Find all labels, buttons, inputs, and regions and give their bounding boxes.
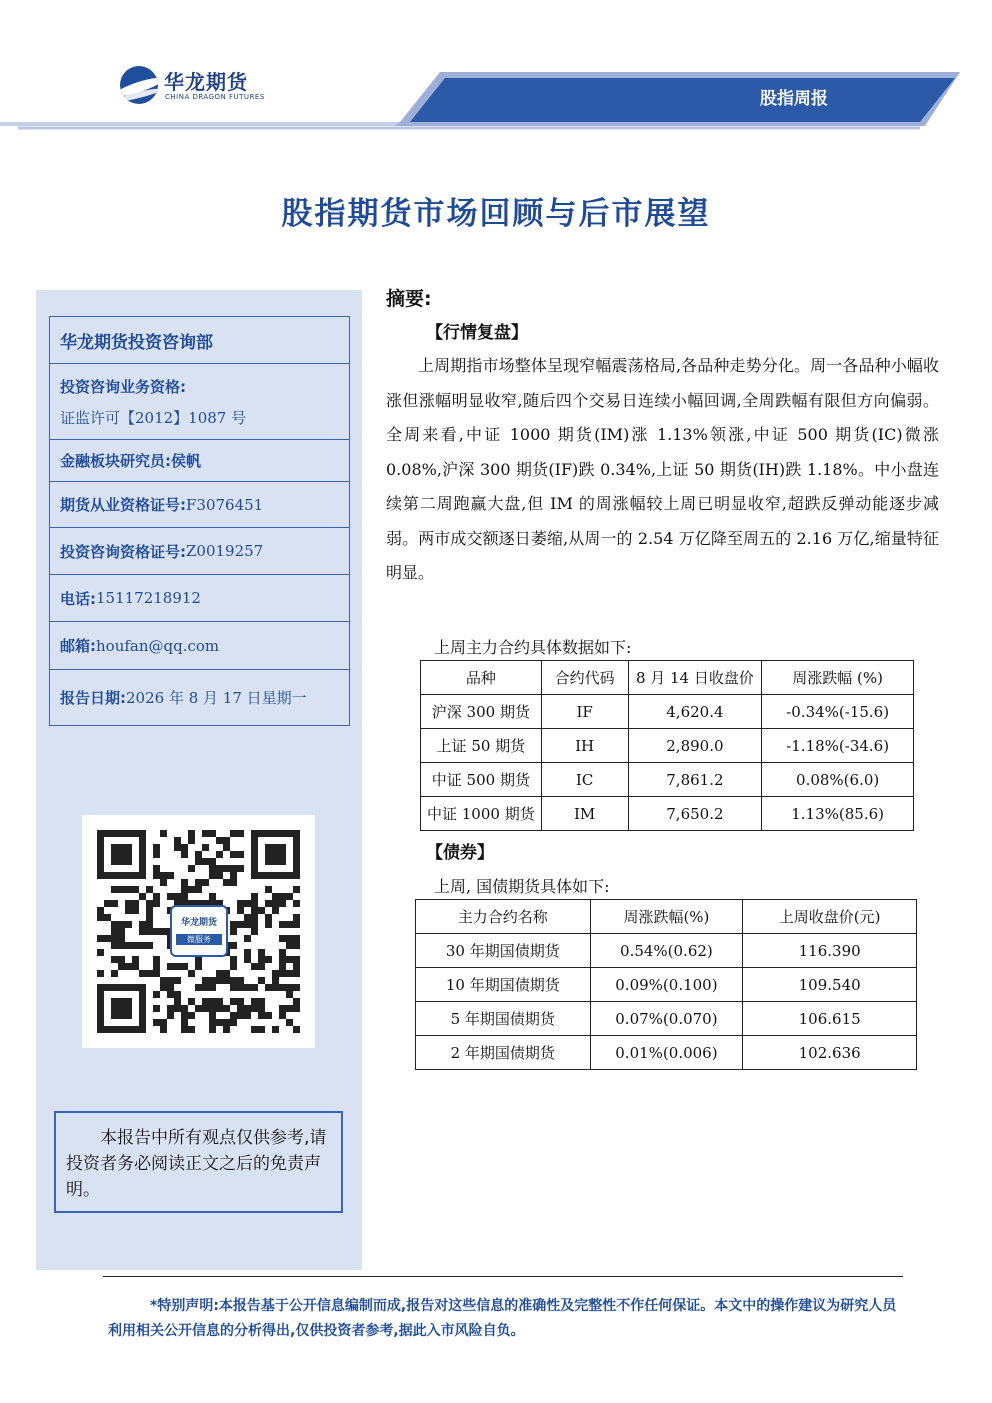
- table-header-cell: 上周收盘价(元): [743, 900, 917, 934]
- table-cell: 116.390: [743, 934, 917, 968]
- table-header-cell: 周涨跌幅 (%): [762, 661, 914, 695]
- table-cell: 7,861.2: [628, 763, 762, 797]
- researcher-name: 侯帆: [171, 452, 202, 470]
- market-review-heading: 【行情复盘】: [426, 323, 528, 343]
- email-label: 邮箱:: [60, 637, 96, 655]
- table-row: [421, 729, 914, 763]
- qualification-row: [50, 364, 349, 440]
- qr-code[interactable]: [82, 815, 315, 1048]
- table-header-cell: 品种: [421, 661, 542, 695]
- table-cell: 7,650.2: [628, 797, 762, 831]
- phone-label: 电话:: [60, 589, 96, 608]
- table-cell: 10 年期国债期货: [416, 968, 591, 1002]
- table-cell: 0.08%(6.0): [762, 763, 914, 797]
- futures-cert-label: 期货从业资格证号:: [60, 496, 186, 514]
- table-row: [421, 695, 914, 729]
- table-header-cell: 8 月 14 日收盘价: [628, 661, 762, 695]
- table-cell: 106.615: [743, 1002, 917, 1036]
- table-cell: 中证 1000 期货: [421, 797, 542, 831]
- table-cell: IM: [541, 797, 628, 831]
- qr-badge-bottom: 微服务: [176, 934, 222, 945]
- table-cell: 30 年期国债期货: [416, 934, 591, 968]
- researcher-label: 金融板块研究员:: [60, 452, 171, 470]
- table-header-row: [416, 900, 917, 934]
- table-row: [421, 797, 914, 831]
- bond-futures-table: [415, 899, 917, 1070]
- table-cell: 0.07%(0.070): [590, 1002, 743, 1036]
- bond-table-lead: 上周, 国债期货具体如下:: [434, 877, 610, 896]
- market-review-paragraph: 上周期指市场整体呈现窄幅震荡格局,各品种走势分化。周一各品种小幅收涨但涨幅明显收窄,随后四个交易日连续小幅回调,全周跌幅有限但方向偏弱。全周来看,中证 1000 期货(IM)涨 1.13%领涨,中证 500 期货(IC)微涨 0.08%,沪深 300 期货(IF)跌 0.34%,上证 50 期货(IH)跌 1.18%。中小盘连续第二周跑赢大盘,但 IM 的周涨幅较上周已明显收窄,超跌反弹动能逐步减弱。两市成交额逐日萎缩,从周一的 2.54 万亿降至周五的 2.16 万亿,缩量特征明显。: [386, 356, 939, 582]
- futures-cert-value: F3076451: [186, 495, 264, 514]
- qualification-value: 证监许可【2012】1087 号: [60, 408, 247, 427]
- advisory-cert-value: Z0019257: [186, 542, 264, 560]
- table-row: [416, 934, 917, 968]
- table-cell: 0.09%(0.100): [590, 968, 743, 1002]
- date-label: 报告日期:: [60, 689, 126, 707]
- phone-value: 15117218912: [96, 589, 201, 607]
- table-cell: 2,890.0: [628, 729, 762, 763]
- disclaimer-box: [54, 1111, 343, 1213]
- email-row: [50, 622, 349, 670]
- date-row: [50, 670, 349, 725]
- header-banner: [0, 60, 992, 140]
- abstract-heading: 摘要:: [386, 288, 432, 310]
- page-title: 股指期货市场回顾与后市展望: [281, 196, 711, 232]
- bond-heading: 【债券】: [426, 843, 494, 863]
- index-table-lead: 上周主力合约具体数据如下:: [434, 638, 632, 657]
- analyst-info-box: [49, 316, 350, 726]
- table-cell: IC: [541, 763, 628, 797]
- department-row: [50, 317, 349, 364]
- table-header-cell: 主力合约名称: [416, 900, 591, 934]
- table-cell: 1.13%(85.6): [762, 797, 914, 831]
- advisory-cert-row: [50, 528, 349, 575]
- table-cell: IF: [541, 695, 628, 729]
- table-cell: 上证 50 期货: [421, 729, 542, 763]
- table-cell: 2 年期国债期货: [416, 1036, 591, 1070]
- footer-disclaimer: *特别声明:本报告基于公开信息编制而成,报告对这些信息的准确性及完整性不作任何保证。本文中的操作建议为研究人员利用相关公开信息的分析得出,仅供投资者参考,据此入市风险自负。: [108, 1298, 897, 1339]
- table-cell: 0.54%(0.62): [590, 934, 743, 968]
- date-value: 2026 年 8 月 17 日星期一: [126, 689, 307, 707]
- advisory-cert-label: 投资咨询资格证号:: [60, 542, 186, 561]
- table-cell: 沪深 300 期货: [421, 695, 542, 729]
- table-header-cell: 周涨跌幅(%): [590, 900, 743, 934]
- table-cell: 102.636: [743, 1036, 917, 1070]
- logo-name: 华龙期货: [164, 70, 248, 94]
- table-header-cell: 合约代码: [541, 661, 628, 695]
- table-header-row: [421, 661, 914, 695]
- researcher-row: [50, 440, 349, 482]
- table-cell: 中证 500 期货: [421, 763, 542, 797]
- table-cell: 0.01%(0.006): [590, 1036, 743, 1070]
- table-cell: -1.18%(-34.6): [762, 729, 914, 763]
- report-type-label: 股指周报: [760, 89, 828, 109]
- logo-subtitle: CHINA DRAGON FUTURES: [165, 93, 265, 101]
- index-futures-table: [420, 660, 914, 831]
- footer-divider: [103, 1276, 903, 1277]
- table-cell: IH: [541, 729, 628, 763]
- qr-badge-top: 华龙期货: [180, 918, 217, 928]
- table-cell: 4,620.4: [628, 695, 762, 729]
- futures-cert-row: [50, 482, 349, 528]
- email-value[interactable]: houfan@qq.com: [96, 636, 220, 655]
- qualification-label: 投资咨询业务资格:: [60, 377, 186, 396]
- disclaimer-text: 本报告中所有观点仅供参考,请投资者务必阅读正文之后的免责声明。: [66, 1128, 327, 1200]
- table-row: [421, 763, 914, 797]
- qr-badge: [170, 905, 228, 957]
- department-name: 华龙期货投资咨询部: [60, 332, 213, 353]
- table-row: [416, 1036, 917, 1070]
- table-row: [416, 968, 917, 1002]
- table-cell: 109.540: [743, 968, 917, 1002]
- table-cell: -0.34%(-15.6): [762, 695, 914, 729]
- table-row: [416, 1002, 917, 1036]
- table-cell: 5 年期国债期货: [416, 1002, 591, 1036]
- phone-row: [50, 575, 349, 622]
